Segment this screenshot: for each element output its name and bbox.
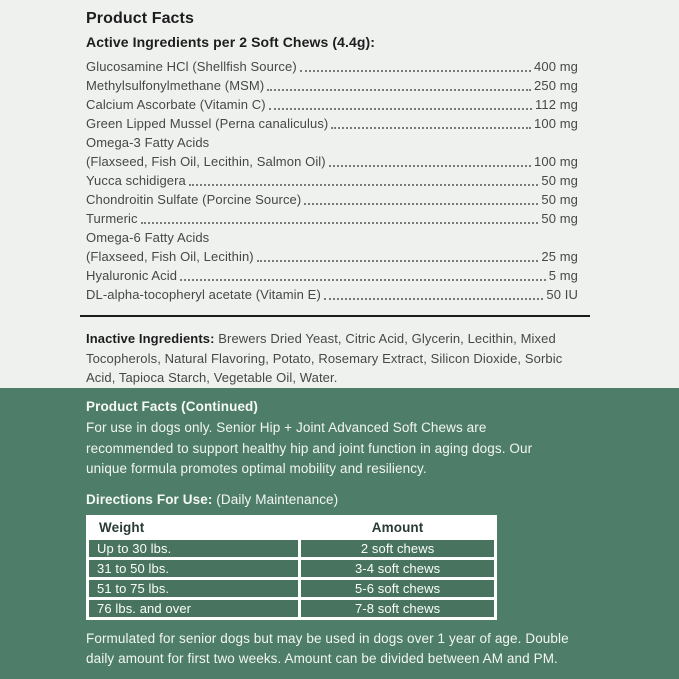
ingredient-name: Omega-6 Fatty Acids: [86, 230, 210, 245]
ingredient-row: [86, 133, 578, 152]
dosage-weight-cell: 51 to 75 lbs.: [88, 578, 300, 598]
dosage-header-row: [88, 516, 496, 538]
dot-leader: [267, 89, 531, 91]
ingredient-row: [86, 190, 578, 209]
dot-leader: [300, 70, 531, 72]
ingredient-row: [86, 152, 578, 171]
ingredient-name: Methylsulfonylmethane (MSM): [86, 78, 265, 93]
dosage-weight-cell: 31 to 50 lbs.: [88, 558, 300, 578]
ingredient-amount: 400 mg: [534, 59, 578, 74]
section-divider: [80, 315, 590, 317]
dosage-amount-cell: 7-8 soft chews: [300, 598, 496, 618]
ingredient-name: Turmeric: [86, 211, 138, 226]
ingredient-amount: 5 mg: [548, 268, 578, 283]
ingredient-amount: 50 mg: [541, 192, 578, 207]
ingredient-name: (Flaxseed, Fish Oil, Lecithin, Salmon Oil): [86, 154, 326, 169]
ingredient-amount: 250 mg: [534, 78, 578, 93]
dot-leader: [189, 184, 538, 186]
usage-description: For use in dogs only. Senior Hip + Joint Advanced Soft Chews are recommended to support healthy hip and joint function in aging dogs. Our unique formula promotes optimal mobility and resiliency.: [86, 420, 533, 476]
dosage-weight-cell: Up to 30 lbs.: [88, 538, 300, 558]
ingredient-name: Yucca schidigera: [86, 173, 186, 188]
ingredient-row: [86, 247, 578, 266]
ingredient-row: [86, 171, 578, 190]
ingredient-name: (Flaxseed, Fish Oil, Lecithin): [86, 249, 254, 264]
active-ingredients-heading: Active Ingredients per 2 Soft Chews (4.4g):: [86, 34, 376, 50]
dot-leader: [269, 108, 532, 110]
dosage-amount-cell: 3-4 soft chews: [300, 558, 496, 578]
dot-leader: [141, 222, 539, 224]
dot-leader: [304, 203, 538, 205]
product-facts-continued-section: [0, 388, 679, 679]
ingredient-row: [86, 285, 578, 304]
dosage-row: [88, 558, 496, 578]
dosage-row: [88, 538, 496, 558]
footer-note: Formulated for senior dogs but may be used in dogs over 1 year of age. Double daily amount for first two weeks. Amount can be divided between AM and PM.: [86, 630, 569, 666]
dot-leader: [329, 165, 531, 167]
dosage-amount-cell: 2 soft chews: [300, 538, 496, 558]
ingredient-row: [86, 57, 578, 76]
dosage-table: [86, 515, 497, 620]
ingredient-row: [86, 114, 578, 133]
dot-leader: [331, 127, 531, 129]
ingredient-name: Hyaluronic Acid: [86, 268, 178, 283]
ingredient-name: Omega-3 Fatty Acids: [86, 135, 210, 150]
ingredient-row: [86, 209, 578, 228]
directions-heading: [86, 492, 599, 507]
dot-leader: [180, 279, 546, 281]
ingredient-name: Chondroitin Sulfate (Porcine Source): [86, 192, 302, 207]
dosage-weight-cell: 76 lbs. and over: [88, 598, 300, 618]
ingredient-amount: 50 mg: [541, 173, 578, 188]
dosage-header-weight: Weight: [88, 516, 300, 538]
active-ingredients-list: [86, 57, 578, 304]
ingredient-amount: 112 mg: [535, 97, 578, 112]
ingredient-amount: 25 mg: [541, 249, 578, 264]
ingredient-name: Glucosamine HCl (Shellfish Source): [86, 59, 297, 74]
ingredient-amount: 100 mg: [534, 154, 578, 169]
continued-title: Product Facts (Continued): [86, 399, 258, 414]
dosage-row: [88, 598, 496, 618]
dosage-header-amount: Amount: [300, 516, 496, 538]
ingredient-row: [86, 76, 578, 95]
dosage-row: [88, 578, 496, 598]
dot-leader: [257, 260, 539, 262]
ingredient-name: DL-alpha-tocopheryl acetate (Vitamin E): [86, 287, 321, 302]
inactive-ingredients-label: Inactive Ingredients:: [86, 331, 215, 346]
ingredient-amount: 50 mg: [541, 211, 578, 226]
dot-leader: [324, 298, 544, 300]
dosage-amount-cell: 5-6 soft chews: [300, 578, 496, 598]
inactive-ingredients-text: Brewers Dried Yeast, Citric Acid, Glycerin, Lecithin, Mixed Tocopherols, Natural Flavoring, Potato, Rosemary Extract, Silicon Dioxide, Sorbic Acid, Tapioca Starch, Vegetable Oil, Water.: [86, 331, 563, 385]
product-facts-title: Product Facts: [86, 10, 194, 27]
ingredient-name: Green Lipped Mussel (Perna canaliculus): [86, 116, 329, 131]
directions-label: Directions For Use:: [86, 491, 213, 507]
ingredient-row: [86, 266, 578, 285]
inactive-ingredients: [86, 329, 580, 388]
ingredient-row: [86, 95, 578, 114]
ingredient-name: Calcium Ascorbate (Vitamin C): [86, 97, 266, 112]
ingredient-row: [86, 228, 578, 247]
ingredient-amount: 100 mg: [534, 116, 578, 131]
directions-note: (Daily Maintenance): [216, 491, 339, 507]
ingredient-amount: 50 IU: [546, 287, 578, 302]
